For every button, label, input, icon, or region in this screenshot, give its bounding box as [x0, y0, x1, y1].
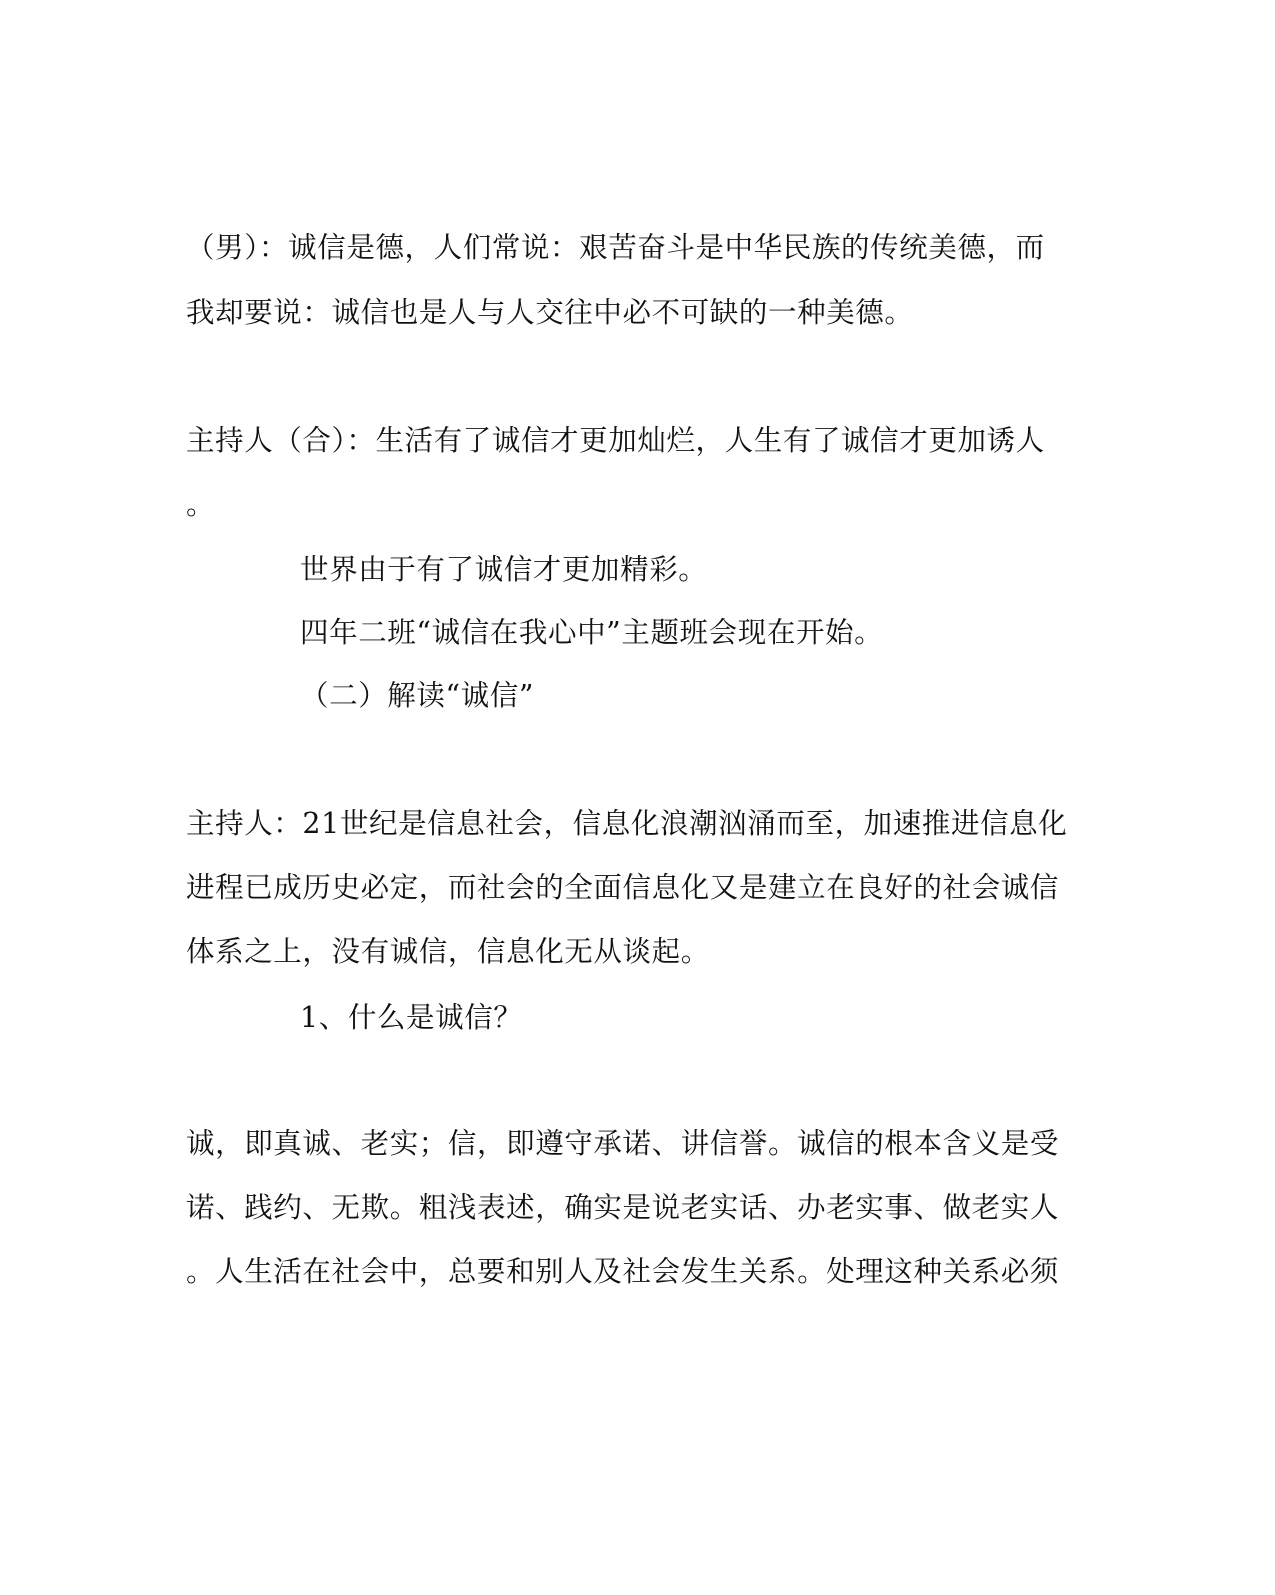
text-line-10: 体系之上，没有诚信，信息化无从谈起。: [186, 935, 710, 968]
text-line-6: 四年二班“诚信在我心中”主题班会现在开始。: [300, 616, 884, 649]
text-line-3: 主持人（合）：生活有了诚信才更加灿烂，人生有了诚信才更加诱人: [186, 424, 1045, 457]
text-line-4: 。: [186, 488, 216, 521]
text-line-13: 诺、践约、无欺。粗浅表述，确实是说老实话、办老实事、做老实人: [186, 1191, 1060, 1224]
section-heading: （二）解读“诚信”: [300, 679, 535, 712]
text-line-14: 。人生活在社会中，总要和别人及社会发生关系。处理这种关系必须: [186, 1255, 1060, 1288]
text-line-1: （男）：诚信是德，人们常说：艰苦奋斗是中华民族的传统美德，而: [186, 231, 1045, 264]
text-line-8: 主持人：21世纪是信息社会，信息化浪潮汹涌而至，加速推进信息化: [186, 807, 1068, 840]
text-line-12: 诚，即真诚、老实；信，即遵守承诺、讲信誉。诚信的根本含义是受: [186, 1127, 1060, 1160]
text-line-2: 我却要说：诚信也是人与人交往中必不可缺的一种美德。: [186, 296, 914, 329]
text-line-5: 世界由于有了诚信才更加精彩。: [300, 553, 708, 586]
text-line-9: 进程已成历史必定，而社会的全面信息化又是建立在良好的社会诚信: [186, 871, 1060, 904]
subsection-heading: 1、什么是诚信？: [300, 1001, 523, 1034]
